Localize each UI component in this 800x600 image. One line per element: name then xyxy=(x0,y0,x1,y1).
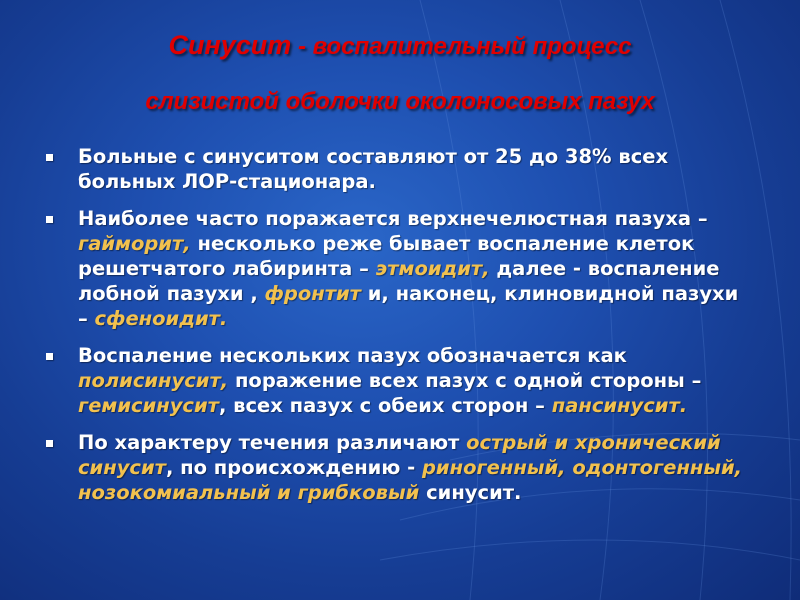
bullet-text: и, наконец, клиновидной пазухи – xyxy=(78,282,739,330)
bullet-text: По характеру течения различают xyxy=(78,431,467,454)
bullet-text: , по происхождению - xyxy=(165,456,422,479)
highlighted-term: гайморит, xyxy=(78,232,191,255)
bullet-text: Воспаление нескольких пазух обозначается как xyxy=(78,344,627,367)
bullet-text: поражение всех пазух с одной стороны – xyxy=(228,369,702,392)
bullet-text: , всех пазух с обеих сторон – xyxy=(218,394,552,417)
title-line-1-rest: - воспалительный процесс xyxy=(291,33,632,60)
highlighted-term: острый и хронический синусит xyxy=(78,431,721,479)
highlighted-term: сфеноидит. xyxy=(94,307,228,330)
bullet-text: синусит. xyxy=(419,481,522,504)
bullet-list xyxy=(46,144,746,517)
highlighted-term: гемисинусит xyxy=(78,394,219,417)
highlighted-term: пансинусит. xyxy=(551,394,688,417)
slide-title-line-2: слизистой оболочки околоносовых пазух xyxy=(145,88,655,115)
bullet-marker-icon xyxy=(46,353,53,360)
highlighted-term: этмоидит, xyxy=(375,257,490,280)
bullet-text: далее - воспаление лобной пазухи , xyxy=(78,257,720,305)
slide-title-line-1 xyxy=(0,30,800,61)
bullet-item xyxy=(46,430,746,505)
bullet-item xyxy=(46,343,746,418)
title-term: Синусит xyxy=(168,30,292,60)
bullet-item xyxy=(46,144,746,194)
bullet-marker-icon xyxy=(46,216,53,223)
bullet-item xyxy=(46,206,746,331)
highlighted-term: риногенный, одонтогенный, нозокомиальный и грибковый xyxy=(78,456,743,504)
bullet-text: Наиболее часто поражается верхнечелюстная пазуха – xyxy=(78,207,708,230)
highlighted-term: фронтит xyxy=(264,282,361,305)
highlighted-term: полисинусит, xyxy=(78,369,229,392)
bullet-marker-icon xyxy=(46,154,53,161)
bullet-text: несколько реже бывает воспаление клеток решетчатого лабиринта – xyxy=(78,232,695,280)
bullet-text: Больные с синуситом составляют от 25 до 38% всех больных ЛОР-стационара. xyxy=(78,145,669,193)
bullet-marker-icon xyxy=(46,440,53,447)
